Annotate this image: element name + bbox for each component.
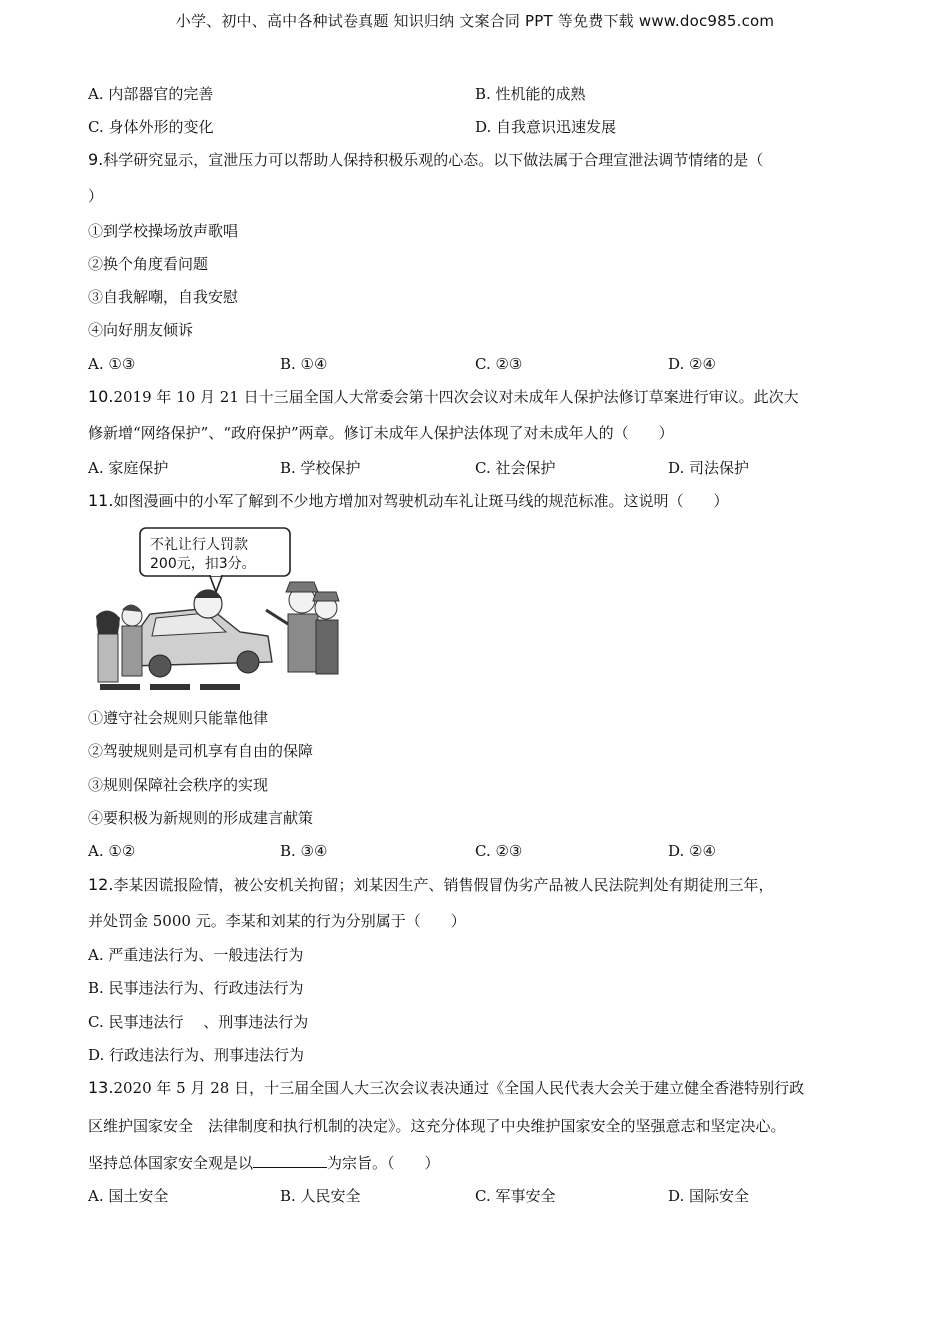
q12-option-c: C. 民事违法行 、刑事违法行为	[88, 1013, 309, 1031]
q11-option-d: D. ②④	[668, 842, 716, 860]
q12-stem-line2: 并处罚金 5000 元。李某和刘某的行为分别属于（ ）	[88, 912, 466, 930]
q9-text1: 科学研究显示，宣泄压力可以帮助人保持积极乐观的心态。以下做法属于合理宣泄法调节情绪的是（	[103, 151, 764, 169]
q10-text1: 2019 年 10 月 21 日十三届全国人大常委会第十四次会议对未成年人保护法修订草案进行审议。此次大	[113, 388, 799, 406]
q13-option-a: A. 国土安全	[88, 1187, 169, 1205]
q11-option-b: B. ③④	[280, 842, 328, 860]
q8-option-d: D. 自我意识迅速发展	[475, 118, 617, 136]
q10-number: 10.	[88, 387, 114, 406]
q13-text1: 2020 年 5 月 28 日，十三届全国人大三次会议表决通过《全国人民代表大会关于建立健全香港特别行政	[113, 1079, 805, 1097]
bubble-text-line1: 不礼让行人罚款	[150, 537, 248, 553]
q8-option-c: C. 身体外形的变化	[88, 118, 214, 136]
q11-text1: 如图漫画中的小军了解到不少地方增加对驾驶机动车礼让斑马线的规范标准。这说明（ ）	[113, 492, 729, 510]
q13-stem-line1	[88, 1078, 804, 1098]
q11-item-4: ④要积极为新规则的形成建言献策	[88, 809, 314, 827]
q11-item-2: ②驾驶规则是司机享有自由的保障	[88, 742, 314, 760]
q11-option-c: C. ②③	[475, 842, 523, 860]
q13-option-c: C. 军事安全	[475, 1187, 556, 1205]
q13-option-b: B. 人民安全	[280, 1187, 361, 1205]
q13-text3b: 为宗旨。（ ）	[327, 1154, 440, 1172]
q10-option-c: C. 社会保护	[475, 459, 556, 477]
q9-stem-line1	[88, 150, 763, 170]
q12-number: 12.	[88, 875, 114, 894]
q9-option-d: D. ②④	[668, 355, 716, 373]
q11-item-3: ③规则保障社会秩序的实现	[88, 776, 269, 794]
q13-stem-line3	[88, 1153, 440, 1173]
q8-option-b: B. 性机能的成熟	[475, 85, 586, 103]
q11-number: 11.	[88, 491, 114, 510]
q11-cartoon-image	[90, 524, 342, 692]
q9-option-b: B. ①④	[280, 355, 328, 373]
q13-stem-line2: 区维护国家安全 法律制度和执行机制的决定》。这充分体现了中央维护国家安全的坚强意志和坚定决心。	[88, 1117, 786, 1135]
q13-text3a: 坚持总体国家安全观是以	[88, 1154, 254, 1172]
q8-option-a: A. 内部器官的完善	[88, 85, 214, 103]
bubble-text-line2: 200元，扣3分。	[150, 556, 256, 572]
q13-answer-blank	[253, 1153, 327, 1168]
q11-option-a: A. ①②	[88, 842, 136, 860]
q9-item-4: ④向好朋友倾诉	[88, 321, 194, 339]
q10-stem-line1	[88, 387, 799, 407]
q9-item-1: ①到学校操场放声歌唱	[88, 222, 239, 240]
q11-item-1: ①遵守社会规则只能靠他律	[88, 709, 269, 727]
q12-option-d: D. 行政违法行为、刑事违法行为	[88, 1046, 305, 1064]
q10-stem-line2: 修新增“网络保护”、“政府保护”两章。修订未成年人保护法体现了对未成年人的（ ）	[88, 424, 674, 442]
q9-stem-line2: ）	[88, 187, 104, 205]
q12-text1: 李某因谎报险情，被公安机关拘留；刘某因生产、销售假冒伪劣产品被人民法院判处有期徒刑三年，	[113, 876, 774, 894]
q10-option-d: D. 司法保护	[668, 459, 750, 477]
q13-number: 13.	[88, 1078, 114, 1097]
q12-stem-line1	[88, 875, 773, 895]
q9-item-2: ②换个角度看问题	[88, 255, 209, 273]
q11-stem-line1	[88, 491, 728, 511]
q10-option-a: A. 家庭保护	[88, 459, 169, 477]
page-header: 小学、初中、高中各种试卷真题 知识归纳 文案合同 PPT 等免费下载 www.doc985.com	[175, 12, 775, 30]
q9-option-a: A. ①③	[88, 355, 136, 373]
q9-number: 9.	[88, 150, 104, 169]
q12-option-a: A. 严重违法行为、一般违法行为	[88, 946, 304, 964]
q13-option-d: D. 国际安全	[668, 1187, 750, 1205]
q9-option-c: C. ②③	[475, 355, 523, 373]
q9-item-3: ③自我解嘲，自我安慰	[88, 288, 239, 306]
q10-option-b: B. 学校保护	[280, 459, 361, 477]
q12-option-b: B. 民事违法行为、行政违法行为	[88, 979, 304, 997]
